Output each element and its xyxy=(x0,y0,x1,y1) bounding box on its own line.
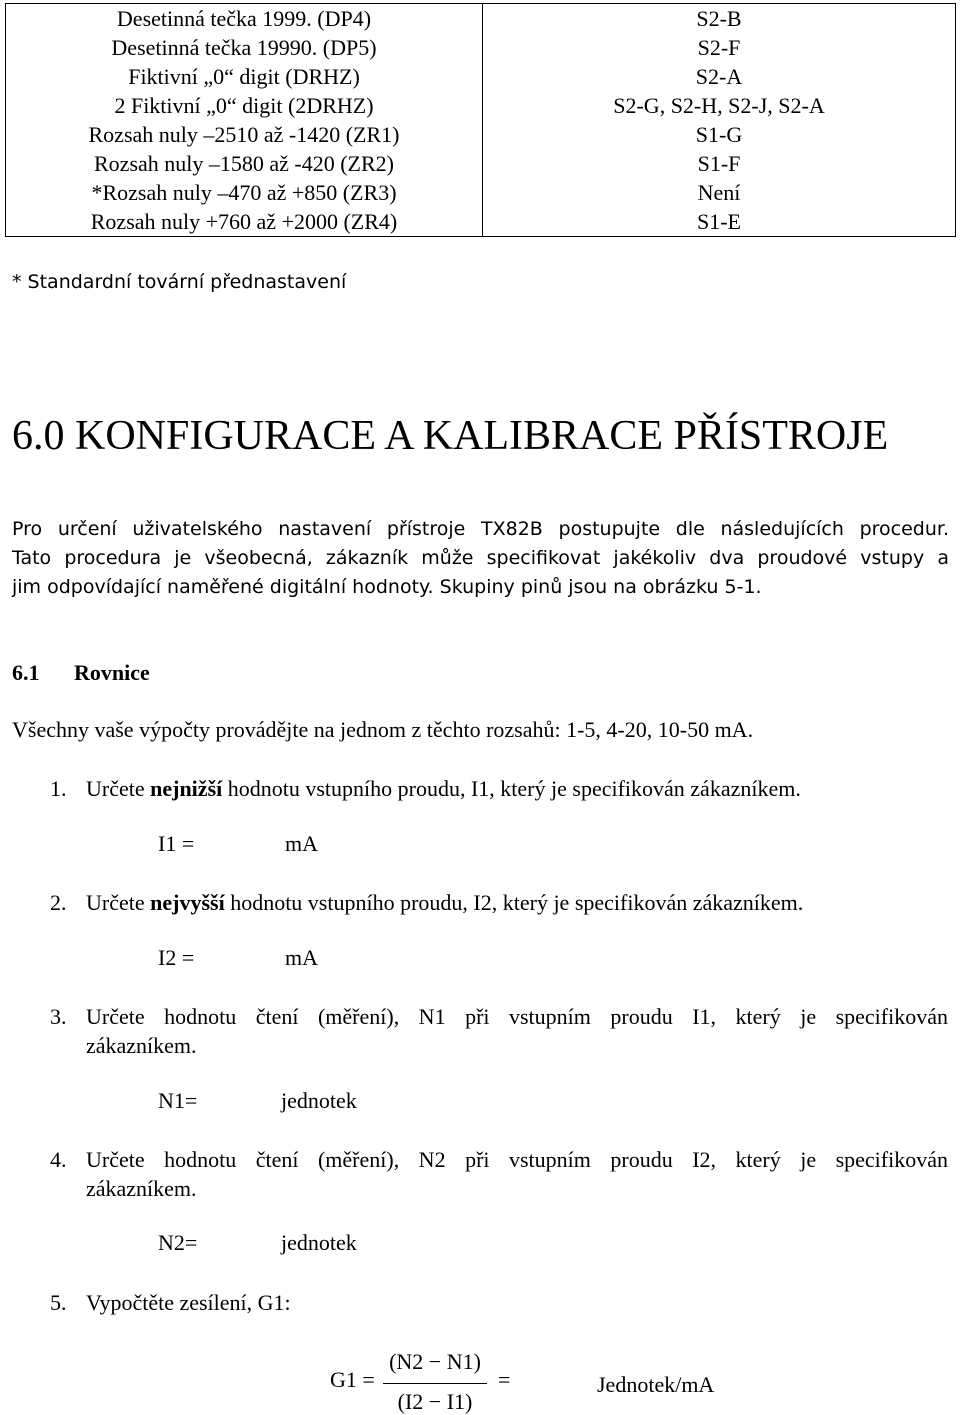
input-field-n1 xyxy=(158,1088,458,1118)
step-text-line: Určete hodnotu čtení (měření), N1 při vstupním proudu I1, který je specifikován xyxy=(86,1004,948,1029)
step-number: 1. xyxy=(50,776,67,801)
switch-position: S2-F xyxy=(697,35,741,60)
step-text-line: zákazníkem. xyxy=(86,1176,197,1201)
subsection-heading xyxy=(12,660,150,686)
step-text xyxy=(86,888,948,917)
step-text-line: Určete hodnotu čtení (měření), N2 při vstupním proudu I2, který je specifikován xyxy=(86,1147,948,1172)
field-unit: jednotek xyxy=(281,1230,357,1255)
intro-line: Pro určení uživatelského nastavení přístroje TX82B postupujte dle následujících procedur. xyxy=(12,518,949,540)
input-field-i2 xyxy=(158,945,458,975)
switch-position: S1-G xyxy=(695,122,743,147)
switch-position: Není xyxy=(697,180,741,205)
setting-name: Rozsah nuly –2510 až -1420 (ZR1) xyxy=(88,122,400,147)
step-text-emphasis: nejvyšší xyxy=(150,890,225,915)
step-text-emphasis: nejnižší xyxy=(150,776,223,801)
switch-position: S2-G, S2-H, S2-J, S2-A xyxy=(613,93,825,118)
step-item xyxy=(50,1145,948,1203)
footnote: * Standardní tovární přednastavení xyxy=(12,271,347,293)
step-text xyxy=(86,774,948,803)
setting-name: *Rozsah nuly –470 až +850 (ZR3) xyxy=(91,180,397,205)
step-number: 4. xyxy=(50,1147,67,1172)
formula-lhs: G1 = xyxy=(330,1367,375,1392)
switch-position: S1-E xyxy=(697,209,741,234)
intro-line: Tato procedura je všeobecná, zákazník může specifikovat jakékoliv dva proudové vstupy a xyxy=(12,547,949,569)
section-intro xyxy=(12,515,949,602)
field-label: N1= xyxy=(158,1088,198,1113)
field-unit: jednotek xyxy=(281,1088,357,1113)
subsection-number: 6.1 xyxy=(12,660,40,685)
field-label: I2 = xyxy=(158,945,195,970)
switch-position: S1-F xyxy=(697,151,741,176)
subsection-intro: Všechny vaše výpočty provádějte na jednom z těchto rozsahů: 1-5, 4-20, 10-50 mA. xyxy=(12,717,754,742)
switch-position: S2-A xyxy=(695,64,743,89)
setting-name: Rozsah nuly +760 až +2000 (ZR4) xyxy=(90,209,398,234)
step-number: 3. xyxy=(50,1004,67,1029)
step-text-post: hodnotu vstupního proudu, I1, který je specifikován zákazníkem. xyxy=(222,776,801,801)
fraction-bar xyxy=(383,1383,487,1384)
setting-name: 2 Fiktivní „0“ digit (2DRHZ) xyxy=(114,93,374,118)
step-text-line: zákazníkem. xyxy=(86,1033,197,1058)
step-number: 5. xyxy=(50,1290,67,1315)
field-unit: mA xyxy=(285,945,318,970)
gain-formula xyxy=(330,1345,750,1415)
formula-unit: Jednotek/mA xyxy=(597,1372,715,1397)
setting-name: Rozsah nuly –1580 až -420 (ZR2) xyxy=(94,151,394,176)
input-field-i1 xyxy=(158,831,458,861)
step-text-post: hodnotu vstupního proudu, I2, který je specifikován zákazníkem. xyxy=(224,890,804,915)
step-item xyxy=(50,1288,948,1317)
step-item xyxy=(50,888,948,917)
settings-table-right-column xyxy=(483,4,956,237)
formula-equals: = xyxy=(498,1367,511,1392)
subsection-title: Rovnice xyxy=(74,660,150,685)
step-number: 2. xyxy=(50,890,67,915)
intro-line: jim odpovídající naměřené digitální hodnoty. Skupiny pinů jsou na obrázku 5-1. xyxy=(12,576,762,598)
step-text-pre: Určete xyxy=(86,776,151,801)
step-item xyxy=(50,1002,948,1060)
formula-numerator: (N2 − N1) xyxy=(389,1349,481,1374)
step-text-pre: Určete xyxy=(86,890,151,915)
field-label: N2= xyxy=(158,1230,198,1255)
setting-name: Desetinná tečka 1999. (DP4) xyxy=(116,6,372,31)
formula-denominator: (I2 − I1) xyxy=(397,1389,473,1414)
field-label: I1 = xyxy=(158,831,195,856)
setting-name: Desetinná tečka 19990. (DP5) xyxy=(111,35,377,60)
settings-table-left-column xyxy=(6,4,483,237)
section-title: 6.0 KONFIGURACE A KALIBRACE PŘÍSTROJE xyxy=(12,413,889,459)
field-unit: mA xyxy=(285,831,318,856)
step-item xyxy=(50,774,948,803)
step-text: Vypočtěte zesílení, G1: xyxy=(86,1290,291,1315)
switch-position: S2-B xyxy=(696,6,742,31)
setting-name: Fiktivní „0“ digit (DRHZ) xyxy=(128,64,360,89)
input-field-n2 xyxy=(158,1230,458,1260)
settings-table xyxy=(5,3,956,237)
